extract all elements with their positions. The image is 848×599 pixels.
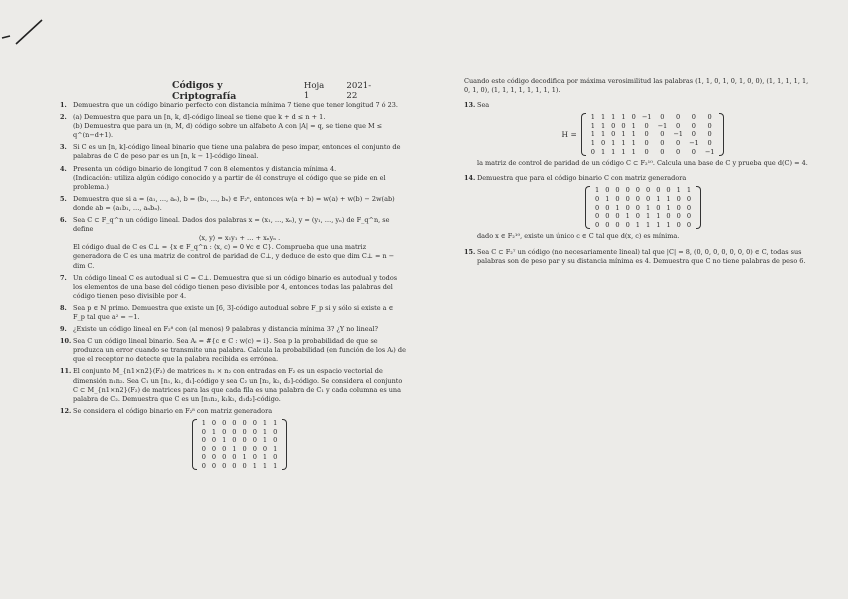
matrix-entry: 1 — [635, 220, 640, 229]
matrix-entry: 0 — [201, 427, 206, 436]
problem-6: 6. Sea C ⊂ F_q^n un código lineal. Dados dos palabras x = (x₁, …, xₙ), y = (y₁, …, yₙ) de F_q^n, se define ⟨x, y⟩ = x₁y₁ + … + xₙyₙ . El código dual de C es C⊥ = {x ∈ F_q^n : ⟨x, c⟩ = 0 ∀c ∈ C}. Comprueba que una matriz generadora de C es una matriz de control de paridad de C⊥, y deduce de esto que dim C⊥ = n − dim C. — [60, 216, 406, 271]
matrix-entry: 0 — [252, 418, 257, 427]
matrix-entry: 1 — [600, 113, 606, 122]
matrix-entry: 1 — [666, 220, 671, 229]
matrix-entry: 1 — [211, 427, 217, 436]
matrix-entry: 1 — [232, 444, 237, 453]
matrix-entry: 0 — [242, 418, 247, 427]
matrix-entry: 1 — [621, 130, 626, 139]
problem-7: 7. Un código lineal C es autodual si C = C⊥. Demuestra que si un código binario es autodual y todos los elementos de una base del código tienen peso divisible por 4, entonces todas las palabras del código tienen peso divisible por 4. — [60, 273, 398, 300]
matrix-entry: 1 — [262, 436, 268, 445]
left-column — [60, 101, 406, 476]
matrix-entry: 0 — [222, 461, 227, 470]
matrix-entry: 0 — [273, 436, 278, 445]
matrix-entry: 0 — [660, 113, 665, 122]
matrix-entry: 0 — [631, 113, 636, 122]
matrix-entry: 0 — [635, 212, 640, 221]
matrix-entry: 0 — [273, 427, 278, 436]
matrix-entry: 0 — [242, 444, 247, 453]
matrix-entry: 0 — [600, 139, 606, 148]
matrix-entry: 1 — [242, 453, 247, 462]
matrix-entry: 0 — [222, 444, 227, 453]
matrix-entry: 0 — [590, 147, 595, 156]
matrix-entry: 0 — [635, 186, 640, 195]
matrix-entry: 0 — [676, 220, 681, 229]
matrix-entry: 0 — [201, 436, 206, 445]
matrix-row — [588, 148, 718, 157]
matrix-entry: 0 — [222, 453, 227, 462]
matrix-entry: 1 — [656, 212, 661, 221]
matrix-entry: 0 — [635, 203, 640, 212]
matrix-entry: 0 — [211, 461, 217, 470]
matrix-entry: 1 — [646, 203, 651, 212]
matrix-row — [592, 221, 694, 230]
course-title: Códigos y Criptografía — [172, 80, 237, 102]
matrix-entry: 0 — [625, 195, 630, 204]
matrix-entry: 1 — [656, 195, 661, 204]
problem-9: 9. ¿Existe un código lineal en F₂⁸ con (al menos) 9 palabras y distancia mínima 3? ¿Y no lineal? — [60, 325, 379, 334]
matrix-entry: 0 — [660, 147, 665, 156]
matrix-entry: 1 — [590, 113, 595, 122]
problem-14: 14. Demuestra que para el código binario C con matriz generadora 1 0 0 0 0 0 0 0 1 1 0 1 0 0 0 0 1 1 0 0 0 0 1 0 0 1 0 1 0 0 0 0 0 1 0 1 1 0 0 0 0 0 0 0 1 1 1 1 0 0 dado x ∈ F₂¹⁰, existe un único c ∈ C tal que d(x, c) es mínima. — [464, 174, 809, 241]
matrix-entry: 1 — [262, 453, 268, 462]
matrix-entry: 0 — [666, 186, 671, 195]
right-column — [464, 77, 809, 269]
matrix-entry: 1 — [273, 461, 278, 470]
matrix-entry: 1 — [615, 203, 620, 212]
matrix-entry: 1 — [666, 195, 671, 204]
matrix-row — [592, 186, 694, 195]
matrix-entry: 0 — [625, 203, 630, 212]
matrix-row — [199, 436, 281, 445]
matrix-entry: 0 — [211, 418, 217, 427]
matrix-entry: 0 — [660, 130, 665, 139]
matrix-entry: 1 — [625, 212, 630, 221]
matrix-row — [199, 419, 281, 428]
sheet-header — [172, 80, 382, 102]
matrix-entry: 1 — [252, 461, 257, 470]
matrix-entry: 1 — [631, 130, 636, 139]
matrix-entry: 0 — [252, 436, 257, 445]
matrix-entry: −1 — [641, 113, 652, 122]
matrix-entry: 0 — [676, 195, 681, 204]
problem-4: 4. Presenta un código binario de longitud 7 con 8 elementos y distancia mínima 4. (Indicación: utiliza algún código conocido y a partir de él construye el código que se pide en el problema.) — [60, 164, 386, 191]
matrix-entry: 0 — [656, 203, 661, 212]
matrix-entry: 0 — [252, 444, 257, 453]
problem-1: 1. Demuestra que un código binario perfecto con distancia mínima 7 tiene que tener longitud 7 ó 23. — [60, 101, 399, 109]
matrix-entry: 1 — [273, 444, 278, 453]
matrix-row — [199, 462, 281, 471]
matrix-entry: 0 — [611, 121, 616, 130]
matrix-row — [592, 204, 694, 213]
problem-10: 10. Sea C un código lineal binario. Sea Aᵢ = #{c ∈ C : w(c) = i}. Sea p la probabilidad de que se produzca un error cuando se transmite una palabra. Calcula la probabilidad (en función de los Aᵢ) de que el receptor no detecte que la palabra recibida es errónea. — [60, 337, 406, 364]
problem-15: 15. Sea C ⊂ F₂⁷ un código (no necesariamente lineal) tal que |C| = 8, (0, 0, 0, 0, 0, 0, 0) ∈ C, todas sus palabras son de peso par y su distancia mínima es 4. Demuestra que C no tiene palabras de peso 6. — [464, 247, 806, 265]
matrix-entry: 1 — [600, 121, 606, 130]
matrix-row — [588, 122, 718, 131]
problem-2: 2. (a) Demuestra que para un [n, k, d]-código lineal se tiene que k + d ≤ n + 1. (b) Demuestra que para un (n, M, d) código sobre un alfabeto A con |A| = q, se tiene que M ≤ q^(n−d+1). — [60, 113, 383, 140]
matrix-entry: 0 — [594, 195, 600, 204]
matrix-entry: 0 — [644, 139, 649, 148]
matrix-entry: 1 — [676, 186, 681, 195]
problem-11: 11. El conjunto M_{n1×n2}(F₂) de matrices n₁ × n₂ con entradas en F₂ es un espacio vectorial de dimensión n₁n₂. Sea C₁ un [n₁, k₁, d₁]-código y sea C₂ un [n₂, k₂, d₂]-código. Se considera el conjunto C ⊂ M_{n1×n2}(F₂) de matrices para las que cada fila es una palabra de C₁ y cada columna es una palabra de C₂. Demuestra que C es un [n₁n₂, k₁k₂, d₁d₂]-código. — [60, 367, 403, 403]
matrix-entry: 0 — [644, 130, 649, 139]
matrix-entry: 0 — [232, 461, 237, 470]
matrix-entry: 0 — [594, 203, 600, 212]
matrix-entry: 0 — [252, 453, 257, 462]
matrix-entry: 1 — [656, 220, 661, 229]
matrix-entry: 0 — [660, 139, 665, 148]
matrix-entry: −1 — [688, 139, 699, 148]
matrix-entry: 1 — [262, 427, 268, 436]
matrix-entry: 0 — [635, 195, 640, 204]
problem-12-continuation: Cuando este código decodifica por máxima verosimilitud las palabras (1, 1, 0, 1, 0, 1, 0, 0), (1, 1, 1, 1, 1, 0, 1, 0), (1, 1, 1, 1, 1, 1, 1, 1). — [464, 77, 809, 95]
matrix-entry: 1 — [631, 139, 636, 148]
matrix-entry: 0 — [625, 220, 630, 229]
matrix-entry: 1 — [590, 130, 595, 139]
matrix-entry: 0 — [232, 418, 237, 427]
matrix-entry: 1 — [222, 436, 227, 445]
matrix-entry: 0 — [676, 203, 681, 212]
matrix-entry: 0 — [201, 461, 206, 470]
matrix-entry: 0 — [594, 212, 600, 221]
matrix-row — [588, 113, 718, 122]
matrix-entry: 0 — [615, 212, 620, 221]
matrix-entry: 1 — [262, 418, 268, 427]
matrix-entry: 0 — [625, 186, 630, 195]
matrix-entry: 0 — [621, 121, 626, 130]
matrix-entry: 1 — [273, 418, 278, 427]
matrix-entry: 0 — [644, 121, 649, 130]
matrix-entry: 1 — [666, 203, 671, 212]
matrix-entry: 0 — [644, 147, 649, 156]
matrix-entry: 0 — [252, 427, 257, 436]
matrix-entry: 0 — [211, 436, 217, 445]
matrix-entry: 1 — [621, 113, 626, 122]
matrix-entry: 0 — [232, 427, 237, 436]
matrix-row — [588, 139, 718, 148]
sheet-number: Hoja 1 — [303, 81, 325, 101]
matrix-entry: 0 — [615, 195, 620, 204]
matrix-entry: 0 — [611, 130, 616, 139]
matrix-entry: 0 — [691, 121, 696, 130]
matrix-entry: 0 — [242, 427, 247, 436]
matrix-entry: 1 — [686, 186, 692, 195]
matrix-entry: 0 — [211, 444, 217, 453]
problem-13: 13. Sea H = 1 1 1 1 0 −1 0 0 0 0 1 1 0 0 1 0 −1 0 0 0 1 1 0 1 1 0 0 −1 0 0 1 0 1 1 1 0 0 0 −1 0 0 1 1 1 1 0 0 0 0 −1 la matriz de control de paridad de un código C ⊂ F₂¹⁰. Calcula una base de C y prueba que d(C) = 4. — [464, 101, 808, 168]
matrix-entry: 0 — [615, 186, 620, 195]
matrix-entry: 0 — [707, 113, 712, 122]
matrix-entry: 1 — [201, 418, 206, 427]
matrix-entry: 0 — [201, 453, 206, 462]
matrix-entry: 1 — [646, 212, 651, 221]
problem-5: 5. Demuestra que si a = (a₁, …, aₙ), b = (b₁, …, bₙ) ∈ F₂ⁿ, entonces w(a + b) = w(a) + w(b) − 2w(ab) donde ab = (a₁b₁, …, aₙbₙ). — [60, 194, 395, 212]
matrix-row — [199, 453, 281, 462]
matrix-row — [592, 195, 694, 204]
matrix-entry: 1 — [631, 121, 636, 130]
matrix-entry: 1 — [590, 139, 595, 148]
matrix-entry: 0 — [605, 220, 610, 229]
matrix-entry: 1 — [590, 121, 595, 130]
matrix-entry: 0 — [676, 113, 681, 122]
matrix-entry: 0 — [594, 220, 600, 229]
problem-12: 12. Se considera el código binario en F₂⁸ con matriz generadora 1 0 0 0 0 0 1 1 0 1 0 0 0 0 1 0 0 0 1 0 0 0 1 0 0 0 0 1 0 0 0 1 0 0 0 0 1 0 1 0 0 0 0 0 0 1 1 1 — [60, 407, 406, 474]
problem-3: 3. Si C es un [n, k]-código lineal binario que tiene una palabra de peso impar, entonces el conjunto de palabras de C de peso par es un [n, k − 1]-código lineal. — [60, 143, 401, 161]
matrix-entry: 0 — [646, 195, 651, 204]
generator-matrix-12 — [192, 419, 288, 471]
scan-pen-mark — [0, 0, 70, 50]
matrix-entry: 1 — [631, 147, 636, 156]
matrix-entry: 0 — [605, 203, 610, 212]
matrix-entry: −1 — [704, 147, 715, 156]
matrix-entry: 0 — [222, 418, 227, 427]
matrix-entry: 1 — [605, 195, 610, 204]
matrix-row — [588, 130, 718, 139]
matrix-entry: 0 — [211, 453, 217, 462]
matrix-row — [199, 428, 281, 437]
matrix-entry: 0 — [605, 186, 610, 195]
matrix-row — [199, 445, 281, 454]
matrix-entry: 0 — [691, 113, 696, 122]
matrix-entry: 0 — [707, 139, 712, 148]
matrix-entry: 0 — [615, 220, 620, 229]
matrix-entry: 0 — [707, 121, 712, 130]
matrix-entry: 0 — [686, 203, 692, 212]
matrix-entry: 0 — [686, 195, 692, 204]
matrix-entry: 1 — [594, 186, 600, 195]
matrix-entry: 0 — [666, 212, 671, 221]
matrix-entry: 1 — [646, 220, 651, 229]
matrix-entry: 1 — [611, 113, 616, 122]
matrix-entry: 0 — [676, 121, 681, 130]
matrix-entry: 0 — [201, 444, 206, 453]
matrix-entry: 0 — [676, 212, 681, 221]
generator-matrix-14 — [585, 186, 701, 229]
matrix-entry: −1 — [657, 121, 668, 130]
matrix-entry: 1 — [600, 130, 606, 139]
parity-check-matrix-13 — [581, 113, 725, 156]
matrix-entry: 0 — [686, 220, 692, 229]
matrix-entry: 0 — [232, 436, 237, 445]
matrix-entry: 0 — [222, 427, 227, 436]
matrix-entry: 0 — [676, 147, 681, 156]
matrix-label-h: H = — [561, 130, 577, 140]
matrix-entry: 0 — [242, 436, 247, 445]
matrix-entry: 0 — [656, 186, 661, 195]
matrix-entry: 1 — [621, 139, 626, 148]
matrix-entry: 0 — [646, 186, 651, 195]
inner-product-formula: ⟨x, y⟩ = x₁y₁ + … + xₙyₙ . — [198, 234, 281, 243]
matrix-entry: −1 — [673, 130, 683, 139]
matrix-entry: 1 — [262, 461, 268, 470]
matrix-entry: 0 — [242, 461, 247, 470]
matrix-entry: 1 — [611, 139, 616, 148]
problem-8: 8. Sea p ∈ ℕ primo. Demuestra que existe un [6, 3]-código autodual sobre F_p si y sólo si existe a ∈ F_p tal que a² = −1. — [60, 303, 394, 321]
matrix-entry: 0 — [605, 212, 610, 221]
matrix-entry: 0 — [232, 453, 237, 462]
academic-year: 2021-22 — [346, 81, 372, 101]
matrix-entry: 0 — [691, 130, 696, 139]
matrix-entry: 0 — [691, 147, 696, 156]
matrix-entry: 0 — [262, 444, 268, 453]
matrix-row — [592, 212, 694, 221]
matrix-entry: 0 — [676, 139, 681, 148]
matrix-entry: 0 — [686, 212, 692, 221]
matrix-entry: 1 — [611, 147, 616, 156]
matrix-entry: 0 — [707, 130, 712, 139]
matrix-entry: 1 — [600, 147, 606, 156]
matrix-entry: 1 — [621, 147, 626, 156]
matrix-entry: 0 — [273, 453, 278, 462]
